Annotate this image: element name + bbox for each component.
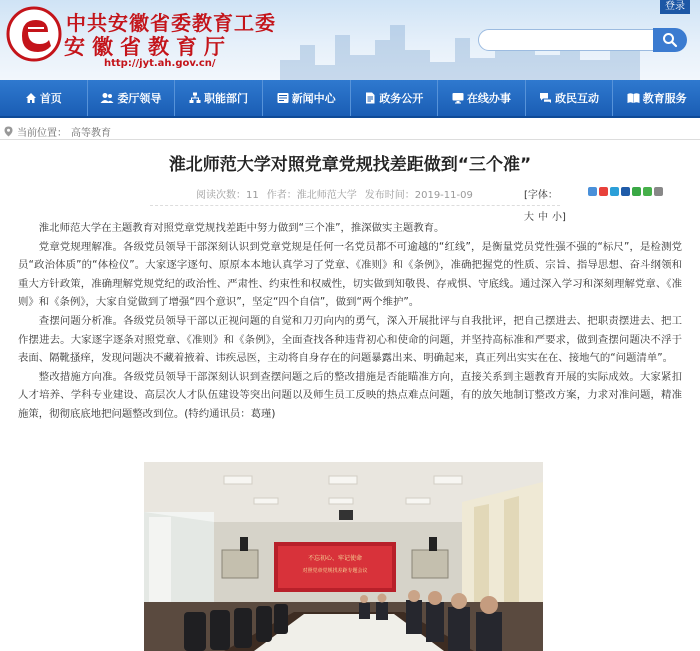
breadcrumb-prefix: 当前位置： <box>17 128 67 139</box>
article-paragraph: 查摆问题分析准。各级党员领导干部以正视问题的自觉和刀刃向内的勇气，深入开展批评与自我批评，把自己摆进去、把职责摆进去、把工作摆进去。大家逐字逐条对照党章、《准则》和《条例》，全面查找各种违背初心和使命的问题，并坚持高标准和严要求，做到查摆问题决不浮于表面、隔靴搔痒，发现问题决不藏着掖着、讳疾忌医，主动将自身存在的问题暴露出来、明确起来，真正列出实实在在、接地气的“问题清单”。 <box>18 314 682 365</box>
nav-label: 政务公开 <box>379 92 424 105</box>
share-renren-icon[interactable] <box>621 187 630 196</box>
divider <box>0 139 700 140</box>
news-icon <box>277 92 289 104</box>
font-size-medium[interactable]: 中 <box>538 212 548 223</box>
article-paragraph: 淮北师范大学在主题教育对照党章党规找差距中努力做到“三个准”，推深做实主题教育。 <box>38 222 445 234</box>
article-meta <box>196 186 473 201</box>
divider <box>150 205 560 206</box>
article-title: 淮北师范大学对照党章党规找差距做到“三个准” <box>168 155 532 175</box>
document-icon <box>364 92 376 104</box>
breadcrumb <box>4 124 111 139</box>
site-title-line2: 安徽省教育厅 <box>64 34 232 59</box>
book-icon <box>627 92 640 104</box>
font-size-large[interactable]: 大 <box>524 212 534 223</box>
breadcrumb-current[interactable]: 高等教育 <box>71 128 111 139</box>
nav-label: 在线办事 <box>466 92 511 105</box>
svg-text:不忘初心、牢记使命: 不忘初心、牢记使命 <box>307 555 363 562</box>
view-count: 阅读次数：11 <box>196 190 259 201</box>
article-paragraph: 党章党规理解准。各级党员领导干部深刻认识到党章党规是任何一名党员都不可逾越的“红线”，是衡量党员党性强不强的“标尺”，是检测党员“政治体质”的“体检仪”。大家逐字逐句、原原本本地认真学习了党章、《准则》和《条例》，准确把握党的性质、宗旨、指导思想、奋斗纲领和重大方针政策，准确理解党规党纪的政治性、严肃性、约束性和权威性，切实做到知敬畏、存戒惧、守底线。通过深入学习和深刻理解党章、《准则》和《条例》，大家自觉做到了增强“四个意识”，坚定“四个自信”，做到“两个维护”。 <box>18 240 682 309</box>
nav-label: 职能部门 <box>204 92 249 105</box>
nav-label: 委厅领导 <box>117 92 162 105</box>
location-pin-icon <box>4 126 13 137</box>
education-logo-icon <box>6 6 62 62</box>
nav-item-news[interactable] <box>263 80 351 116</box>
share-sina-weibo-icon[interactable] <box>599 187 608 196</box>
publish-date: 发布时间：2019-11-09 <box>364 190 473 201</box>
main-nav <box>0 80 700 118</box>
search-icon <box>662 32 678 48</box>
font-size-small[interactable]: 小] <box>552 212 566 223</box>
nav-item-online-services[interactable] <box>438 80 526 116</box>
login-button[interactable]: 登录 <box>660 0 690 14</box>
meeting-photo <box>144 462 543 651</box>
share-qzone-icon[interactable] <box>588 187 597 196</box>
org-icon <box>189 92 201 104</box>
share-tencent-weibo-icon[interactable] <box>610 187 619 196</box>
article-body <box>18 219 682 424</box>
nav-item-interaction[interactable] <box>526 80 614 116</box>
site-url: http://jyt.ah.gov.cn/ <box>104 58 216 69</box>
people-icon <box>100 92 114 104</box>
nav-item-departments[interactable] <box>175 80 263 116</box>
share-bar <box>588 187 663 196</box>
nav-item-gov-affairs[interactable] <box>351 80 439 116</box>
site-title-line1: 中共安徽省委教育工委 <box>66 11 276 35</box>
share-more-icon[interactable] <box>654 187 663 196</box>
font-size-label: [字体： <box>524 190 558 201</box>
article-author: 作者：淮北师范大学 <box>266 190 357 201</box>
nav-label: 教育服务 <box>642 92 687 105</box>
search-button[interactable] <box>653 28 687 52</box>
nav-item-leaders[interactable] <box>88 80 176 116</box>
monitor-icon <box>452 92 464 104</box>
site-banner <box>0 0 700 80</box>
nav-label: 首页 <box>39 92 62 105</box>
nav-label: 政民互动 <box>555 92 600 105</box>
nav-item-home[interactable] <box>0 80 88 116</box>
nav-label: 新闻中心 <box>291 92 336 105</box>
svg-text:对照党章党规找差距专题会议: 对照党章党规找差距专题会议 <box>302 568 368 574</box>
chat-icon <box>539 92 552 104</box>
nav-item-education-services[interactable] <box>613 80 700 116</box>
share-douban-icon[interactable] <box>632 187 641 196</box>
article-paragraph: 整改措施方向准。各级党员领导干部深刻认识到查摆问题之后的整改措施是否能瞄准方向，直接关系到主题教育开展的实际成效。大家紧扣人才培养、学科专业建设、高层次人才队伍建设等突出问题以及师生员工反映的热点难点问题，有的放矢地制订整改方案，力求对准问题，精准施策，彻彻底底地把问题整改到位。(特约通讯员：葛瑾) <box>18 370 682 420</box>
home-icon <box>25 92 37 104</box>
share-wechat-icon[interactable] <box>643 187 652 196</box>
